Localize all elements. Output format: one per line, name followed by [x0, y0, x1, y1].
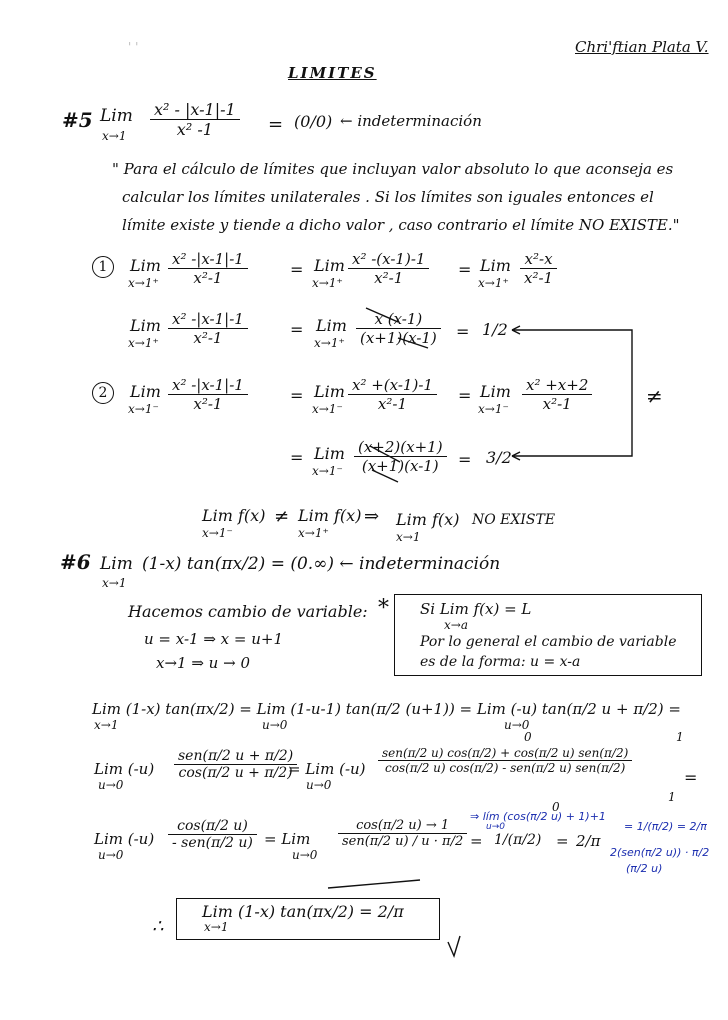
step2-l2-sub: x→1⁻ [312, 464, 343, 478]
numerator: x²-x [524, 250, 553, 268]
numerator: x² -|x-1|-1 [172, 376, 244, 394]
step1-lim-b: Lim [314, 256, 345, 275]
cancel-mark-1b: 1 [668, 790, 676, 804]
change-variable-2: x→1 ⇒ u → 0 [156, 654, 250, 672]
step2-l2-lim: Lim [314, 444, 345, 463]
step1-lim-a: Lim [130, 256, 161, 275]
change-variable-title: Hacemos cambio de variable: [128, 602, 368, 621]
not-equal-sign: ≠ [646, 384, 663, 408]
cancel-strike [398, 338, 428, 348]
blue-result: = 1/(π/2) = 2/π [624, 820, 707, 833]
eq: = [456, 322, 470, 341]
numerator: (x+2)(x+1) [358, 438, 443, 456]
step1-l2-sub-a: x→1⁺ [128, 336, 159, 350]
numerator: x (x-1) [374, 310, 423, 328]
eq: = [684, 768, 698, 787]
ex6-expression: (1-x) tan(πx/2) = (0.∞) ← indeterminación [142, 554, 501, 574]
quote-line-1: " Para el cálculo de límites que incluyan valor absoluto lo que aconseja es [112, 160, 674, 178]
numerator: sen(π/2 u + π/2) [178, 748, 294, 764]
ex6-line-a-sub-1: x→1 [94, 718, 119, 732]
step2-sub-b: x→1⁻ [312, 402, 343, 416]
conclusion-left-sub: x→1⁻ [202, 526, 233, 540]
ex5-den: x² -1 [176, 120, 213, 140]
denominator: sen(π/2 u) / u · π/2 [342, 834, 464, 850]
eq: = [556, 832, 569, 850]
eq: = [458, 260, 472, 279]
exercise-6-label: #6 [60, 550, 91, 574]
ex6-lim: Lim [100, 554, 133, 574]
note-line-2: Por lo general el cambio de variable [420, 634, 677, 650]
cancel-mark-0: 0 [524, 730, 532, 744]
ex6-line-b-mid: = Lim (-u) [288, 760, 366, 778]
numerator: x² +(x-1)-1 [352, 376, 433, 394]
cancel-mark-0b: 0 [552, 800, 560, 814]
note-line-3: es de la forma: u = x-a [420, 654, 581, 670]
ex6-line-c-left-sub: u→0 [98, 848, 124, 862]
eq: = [290, 320, 304, 339]
ex6-line-b-mid-sub: u→0 [306, 778, 332, 792]
ex5-lim-sub: x→1 [102, 129, 127, 143]
ex6-line-a-sub-3: u→0 [504, 718, 530, 732]
denominator: (x+1)(x-1) [360, 329, 437, 348]
step1-result: 1/2 [482, 320, 508, 339]
ex6-line-b-left: Lim (-u) [94, 760, 155, 778]
exercise-5-label: #5 [62, 108, 93, 132]
conclusion-left: Lim f(x) [202, 506, 266, 525]
inner-den: u [421, 834, 430, 850]
conclusion-neq: ≠ [274, 506, 290, 527]
ex6-line-b-left-sub: u→0 [98, 778, 124, 792]
therefore-sign: ∴ [152, 916, 164, 937]
conclusion-right: Lim f(x) [298, 506, 362, 525]
check-mark [448, 936, 460, 956]
note-line-1: Si Lim f(x) = L [420, 600, 532, 618]
conclusion-final: Lim f(x) [396, 510, 460, 529]
denominator: (x+1)(x-1) [361, 457, 439, 476]
conclusion-final-sub: x→1 [396, 530, 421, 544]
blue-frac: 2(sen(π/2 u)) · π/2 [610, 846, 710, 859]
author-signature: Chri'ftian Plata V. [575, 38, 709, 56]
step2-sub-a: x→1⁻ [128, 402, 159, 416]
step1-l2-lim-b: Lim [316, 316, 347, 335]
verdict-no-existe: NO EXISTE [472, 512, 556, 528]
faint-mark: ' ' [128, 40, 139, 54]
ex5-num: x² - |x-1|-1 [154, 100, 236, 119]
step1-sub-b: x→1⁺ [312, 276, 343, 290]
denominator: cos(π/2 u) cos(π/2) - sen(π/2 u) sen(π/2) [385, 761, 626, 776]
comparison-bracket [512, 330, 632, 456]
denominator: x²-1 [542, 395, 572, 414]
step-2-number: 2 [92, 382, 114, 404]
ex6-line-c-r1: 1/(π/2) [494, 832, 542, 848]
cancel-strike [370, 446, 400, 462]
ex5-lim: Lim [100, 106, 133, 126]
blue-note-sub: u→0 [486, 822, 505, 832]
asterisk-mark: * [378, 596, 389, 621]
numerator: x² +x+2 [526, 376, 589, 394]
final-answer: Lim (1-x) tan(πx/2) = 2/π [202, 902, 404, 921]
page-title: LIMITES [288, 64, 377, 82]
step1-l2-sub-b: x→1⁺ [314, 336, 345, 350]
blue-den: (π/2 u) [626, 862, 663, 875]
change-variable-1: u = x-1 ⇒ x = u+1 [144, 630, 284, 648]
denominator: - sen(π/2 u) [172, 835, 253, 852]
denominator: x²-1 [193, 269, 223, 288]
eq: = [470, 832, 483, 850]
denominator: cos(π/2 u + π/2) [178, 765, 293, 782]
ex5-eq: = [268, 114, 284, 135]
implies-sign: ⇒ [364, 506, 380, 527]
denominator: x²-1 [193, 329, 223, 348]
eq: = [458, 386, 472, 405]
eq: = [458, 450, 472, 469]
step1-lim-c: Lim [480, 256, 511, 275]
step2-lim-c: Lim [480, 382, 511, 401]
step2-lim-a: Lim [130, 382, 161, 401]
ex6-line-c-mid: = Lim [264, 830, 311, 848]
ex5-form: (0/0) [294, 112, 333, 131]
numerator: cos(π/2 u) → 1 [356, 818, 450, 833]
cancel-mark-1: 1 [676, 730, 684, 744]
blue-note: ⇒ lím (cos(π/2 u) + 1)+1 [470, 810, 606, 823]
ex5-indeterminacion: ← indeterminación [340, 112, 482, 130]
quote-line-2: calcular los límites unilaterales . Si los límites son iguales entonces el [122, 188, 654, 206]
step1-sub-a: x→1⁺ [128, 276, 159, 290]
numerator: x² -|x-1|-1 [172, 310, 244, 328]
step1-sub-c: x→1⁺ [478, 276, 509, 290]
ex6-line-a: Lim (1-x) tan(πx/2) = Lim (1-u-1) tan(π/2 (u+1)) = Lim (-u) tan(π/2 u + π/2) = [92, 700, 681, 718]
cancel-strike [372, 470, 398, 482]
cancel-strike [366, 308, 398, 322]
step2-sub-c: x→1⁻ [478, 402, 509, 416]
ex6-line-c-mid-sub: u→0 [292, 848, 318, 862]
numerator: sen(π/2 u) cos(π/2) + cos(π/2 u) sen(π/2) [382, 746, 629, 760]
denominator: x²-1 [374, 269, 404, 288]
inner-mul: π/2 [442, 834, 464, 850]
note-sub: x→a [444, 618, 468, 632]
inner-num: sen(π/2 u) [342, 834, 409, 850]
step1-l2-lim-a: Lim [130, 316, 161, 335]
numerator: x² -|x-1|-1 [172, 250, 244, 268]
step2-lim-b: Lim [314, 382, 345, 401]
ex6-line-a-sub-2: u→0 [262, 718, 288, 732]
cancel-strike [328, 880, 420, 888]
step2-result: 3/2 [486, 448, 512, 467]
eq: = [290, 386, 304, 405]
denominator: x²-1 [524, 269, 554, 288]
ex6-lim-sub: x→1 [102, 576, 127, 590]
ex6-line-c-r2: 2/π [576, 832, 601, 850]
step-1-number: 1 [92, 256, 114, 278]
quote-line-3: límite existe y tiende a dicho valor , caso contrario el límite NO EXISTE." [122, 216, 680, 234]
denominator: x²-1 [377, 395, 408, 414]
ex6-line-c-left: Lim (-u) [94, 830, 155, 848]
eq: = [290, 260, 304, 279]
eq: = [290, 448, 304, 467]
final-answer-sub: x→1 [204, 920, 229, 934]
numerator: x² -(x-1)-1 [352, 250, 426, 268]
conclusion-right-sub: x→1⁺ [298, 526, 329, 540]
denominator: x²-1 [193, 395, 223, 414]
numerator: cos(π/2 u) [177, 818, 248, 834]
